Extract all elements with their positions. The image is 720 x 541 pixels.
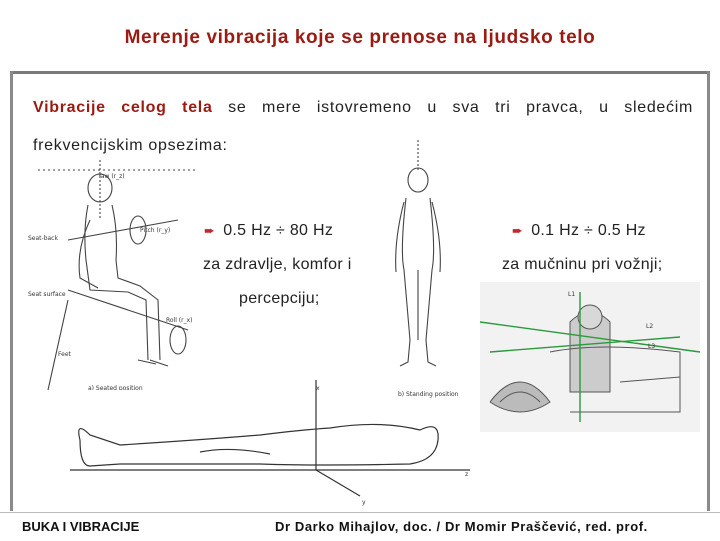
label-yaw: Yaw (r_z) (98, 173, 125, 180)
arrow-icon: ➨ (512, 223, 524, 238)
footer-left: BUKA I VIBRACIJE (22, 519, 140, 534)
range-2 (512, 222, 646, 240)
standing-caption: b) Standing position (398, 391, 459, 398)
footer-right: Dr Darko Mihajlov, doc. / Dr Momir Praščević, red. prof. (275, 519, 648, 534)
intro-paragraph (33, 89, 693, 165)
label-feet: Feet (58, 351, 71, 358)
arrow-icon: ➨ (204, 223, 216, 238)
car-seat-figure (480, 282, 700, 432)
range-1 (204, 222, 333, 240)
car-label-l2: L2 (646, 323, 654, 330)
range-2-value: 0.1 Hz ÷ 0.5 Hz (531, 222, 646, 239)
label-pitch: Pitch (r_y) (140, 227, 171, 234)
car-label-l3: L3 (648, 343, 656, 350)
slide-title: Merenje vibracija koje se prenose na ljudsko telo (124, 27, 596, 48)
standing-figure (382, 140, 462, 400)
title-divider (10, 71, 710, 74)
frame-left (10, 71, 13, 511)
range-1-value: 0.5 Hz ÷ 80 Hz (223, 222, 334, 239)
range-2-purpose-line1: za mučninu pri vožnji; (502, 256, 663, 273)
axis-y-label: y (362, 499, 366, 506)
intro-highlight: Vibracije celog tela (33, 99, 213, 116)
axis-z-label: z (465, 471, 469, 478)
range-1-purpose-line1: za zdravlje, komfor i (203, 256, 352, 273)
seated-figure (28, 160, 208, 390)
lying-figure (60, 380, 480, 508)
seated-caption: a) Seated position (88, 385, 143, 390)
car-label-l1: L1 (568, 291, 576, 298)
label-roll: Roll (r_x) (166, 317, 193, 324)
intro-text: se mere istovremeno u sva tri pravca, u sledećim frekvencijskim opsezima: (33, 99, 693, 154)
frame-right (707, 71, 710, 511)
label-seat-back: Seat-back (28, 235, 58, 242)
label-seat-surface: Seat surface (28, 291, 66, 298)
axis-x-label: x (316, 385, 320, 392)
range-1-purpose-line2: percepciju; (239, 290, 320, 307)
